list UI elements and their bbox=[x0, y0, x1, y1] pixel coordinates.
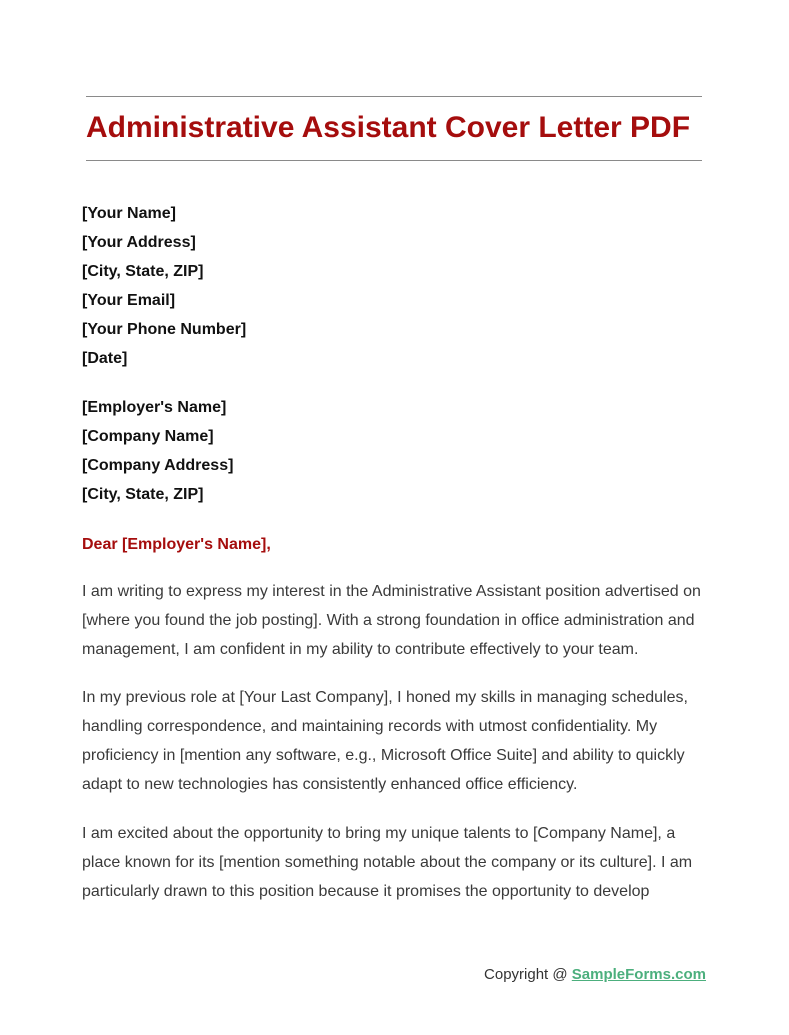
salutation: Dear [Employer's Name], bbox=[82, 536, 271, 553]
company-address: [Company Address] bbox=[82, 457, 234, 474]
body-paragraph-intro: I am writing to express my interest in the Administrative Assistant position advertised on [where you found the job posting]. With a strong foundation in office administration and management, I am confident in my ability to contribute effectively to your team. bbox=[82, 583, 701, 658]
title-top-rule bbox=[86, 96, 702, 97]
sampleforms-link[interactable]: SampleForms.com bbox=[571, 966, 706, 983]
letter-date: [Date] bbox=[82, 350, 128, 367]
title-bottom-rule bbox=[86, 160, 702, 161]
sender-email: [Your Email] bbox=[82, 292, 176, 309]
sender-address-block bbox=[82, 199, 712, 373]
recipient-city-state-zip: [City, State, ZIP] bbox=[82, 486, 204, 503]
sender-name: [Your Name] bbox=[82, 205, 176, 222]
sender-phone: [Your Phone Number] bbox=[82, 321, 247, 338]
recipient-address-block bbox=[82, 393, 712, 509]
body-paragraph-motivation: I am excited about the opportunity to bring my unique talents to [Company Name], a place known for its [mention something notable about the company or its culture]. I am particularly drawn to this position because it promises the opportunity to develop bbox=[82, 825, 693, 900]
body-paragraph-experience: In my previous role at [Your Last Company], I honed my skills in managing schedules, handling correspondence, and maintaining records with utmost confidentiality. My proficiency in [mention any software, e.g., Microsoft Office Suite] and ability to quickly adapt to new technologies has consistently enhanced office efficiency. bbox=[82, 689, 688, 793]
copyright-footer bbox=[484, 964, 706, 986]
sender-city-state-zip: [City, State, ZIP] bbox=[82, 263, 204, 280]
copyright-label: Copyright @ bbox=[484, 966, 568, 983]
page-title: Administrative Assistant Cover Letter PDF bbox=[86, 111, 691, 144]
employer-name: [Employer's Name] bbox=[82, 399, 227, 416]
company-name: [Company Name] bbox=[82, 428, 214, 445]
sender-address: [Your Address] bbox=[82, 234, 196, 251]
